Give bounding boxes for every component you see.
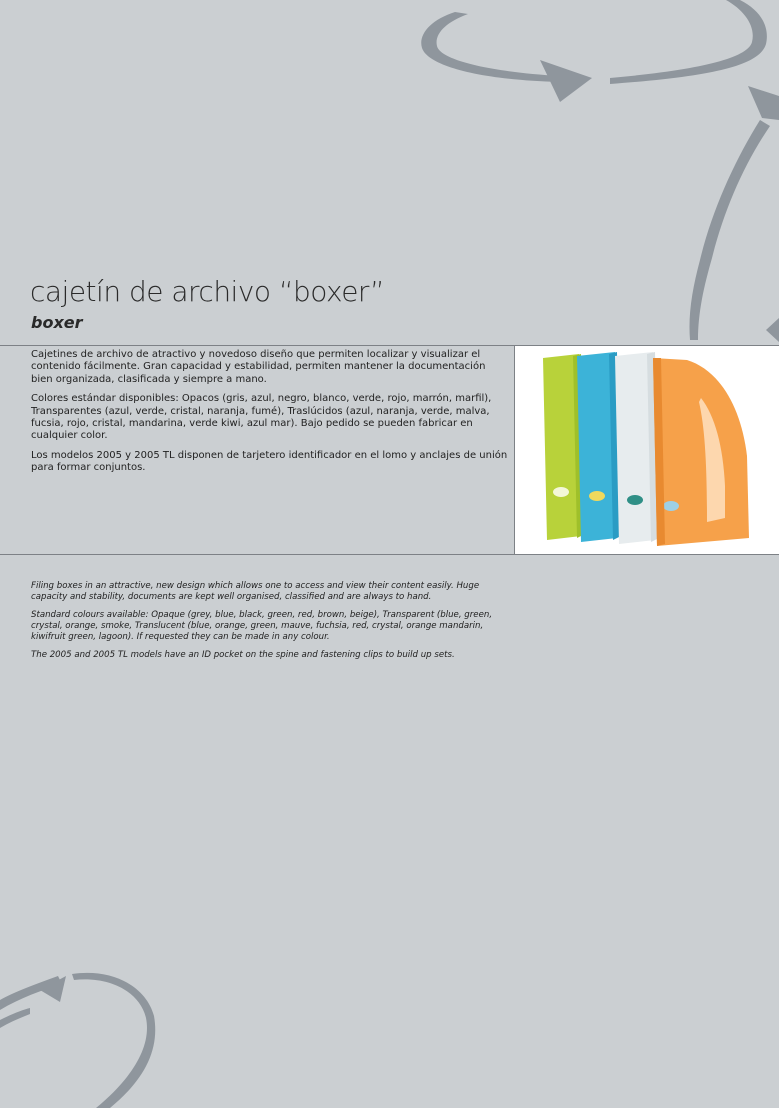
product-photo	[514, 346, 779, 554]
description-es-paragraph: Colores estándar disponibles: Opacos (gris, azul, negro, blanco, verde, rojo, marrón, marfil), Transparentes (azul, verde, cristal, naranja, fumé), Traslúcidos (azul, naranja, verde, malva, fucsia, rojo, cristal, mandarina, verde kiwi, azul mar). Bajo pedido se pueden fabricar en cualquier color.	[31, 393, 492, 442]
description-es-paragraph: Cajetines de archivo de atractivo y novedoso diseño que permiten localizar y visualizar el contenido fácilmente. Gran capacidad y estabilidad, permiten mantener la documentación bien organizada, clasificada y siempre a mano.	[31, 349, 486, 385]
section-divider-bottom	[0, 554, 779, 555]
product-subtitle: boxer	[31, 313, 83, 332]
description-en-paragraph: The 2005 and 2005 TL models have an ID pocket on the spine and fastening clips to build up sets.	[31, 650, 455, 660]
description-en-paragraph: Standard colours available: Opaque (grey, blue, black, green, red, brown, beige), Transparent (blue, green, crystal, orange, smoke, Translucent (blue, orange, green, mauve, fuchsia, red, crystal, orange mandarin, kiwifruit green, lagoon). If requested they can be made in any colour.	[31, 610, 493, 642]
description-spanish	[31, 349, 509, 482]
filing-boxes-photo-icon	[515, 346, 779, 554]
description-en-paragraph: Filing boxes in an attractive, new design which allows one to access and view their content easily. Huge capacity and stability, documents are kept well organised, classified and are always to hand.	[31, 581, 480, 602]
description-es-paragraph: Los modelos 2005 y 2005 TL disponen de tarjetero identificador en el lomo y anclajes de unión para formar conjuntos.	[31, 449, 508, 474]
description-english	[31, 581, 501, 668]
product-title: cajetín de archivo “boxer”	[30, 275, 385, 308]
